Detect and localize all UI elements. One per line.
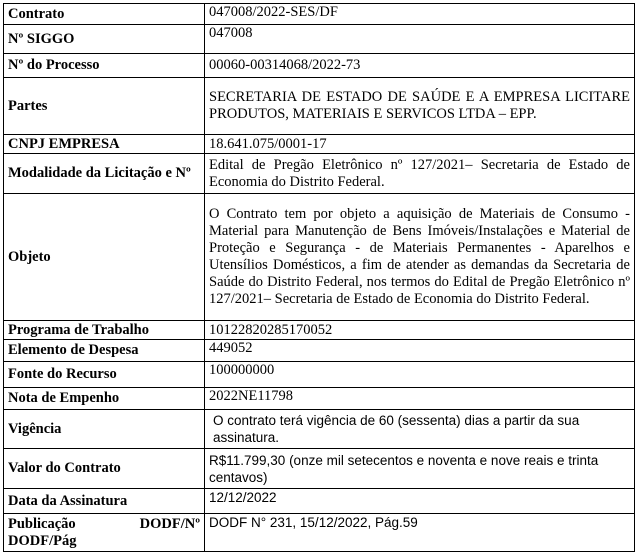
publicacao-label-c: DODF/Pág xyxy=(8,532,77,549)
vigencia-value: O contrato terá vigência de 60 (sessenta) dias a partir da sua assinatura. xyxy=(205,410,635,449)
programa-value: 10122820285170052 xyxy=(205,321,635,340)
partes-label: Partes xyxy=(4,78,205,135)
partes-value: SECRETARIA DE ESTADO DE SAÚDE E A EMPRESA LICITARE PRODUTOS, MATERIAIS E SERVICOS LTDA – EPP. xyxy=(205,78,635,135)
fonte-value: 100000000 xyxy=(205,362,635,388)
publicacao-value: DODF N° 231, 15/12/2022, Pág.59 xyxy=(205,514,635,552)
table-row xyxy=(4,340,635,362)
table-row xyxy=(4,78,635,135)
table-row xyxy=(4,388,635,410)
vigencia-label: Vigência xyxy=(4,410,205,449)
processo-label: Nº do Processo xyxy=(4,54,205,78)
table-row xyxy=(4,410,635,449)
data-assinatura-value: 12/12/2022 xyxy=(205,489,635,514)
valor-label: Valor do Contrato xyxy=(4,449,205,489)
siggo-label: Nº SIGGO xyxy=(4,25,205,54)
valor-value: R$11.799,30 (onze mil setecentos e noventa e nove reais e trinta centavos) xyxy=(205,449,635,489)
table-row xyxy=(4,4,635,25)
publicacao-label-b: DODF/Nº xyxy=(139,515,200,532)
table-row xyxy=(4,362,635,388)
objeto-label: Objeto xyxy=(4,194,205,321)
table-row xyxy=(4,449,635,489)
modalidade-label: Modalidade da Licitação e Nº xyxy=(4,154,205,194)
cnpj-label: CNPJ EMPRESA xyxy=(4,135,205,154)
table-row xyxy=(4,489,635,514)
publicacao-label xyxy=(4,514,205,552)
empenho-value: 2022NE11798 xyxy=(205,388,635,410)
contrato-label: Contrato xyxy=(4,4,205,25)
elemento-label: Elemento de Despesa xyxy=(4,340,205,362)
data-assinatura-label: Data da Assinatura xyxy=(4,489,205,514)
objeto-value: O Contrato tem por objeto a aquisição de Materiais de Consumo - Material para Manutenção de Bens Imóveis/Instalações e Material de Proteção e Segurança - de Materiais Permanentes - Aparelhos e Utensílios Domésticos, a fim de atender as demandas da Secretaria de Saúde do Distrito Federal, nos termos do Edital de Pregão Eletrônico nº 127/2021– Secretaria de Estado de Economia do Distrito Federal. xyxy=(205,194,635,321)
table-row xyxy=(4,321,635,340)
publicacao-label-a: Publicação xyxy=(8,515,76,532)
table-row xyxy=(4,154,635,194)
empenho-label: Nota de Empenho xyxy=(4,388,205,410)
cnpj-value: 18.641.075/0001-17 xyxy=(205,135,635,154)
table-row xyxy=(4,135,635,154)
table-row xyxy=(4,514,635,552)
contrato-value: 047008/2022-SES/DF xyxy=(205,4,635,25)
table-row xyxy=(4,54,635,78)
table-row xyxy=(4,25,635,54)
fonte-label: Fonte do Recurso xyxy=(4,362,205,388)
table-row xyxy=(4,194,635,321)
modalidade-value: Edital de Pregão Eletrônico nº 127/2021– Secretaria de Estado de Economia do Distrito Federal. xyxy=(205,154,635,194)
processo-value: 00060-00314068/2022-73 xyxy=(205,54,635,78)
elemento-value: 449052 xyxy=(205,340,635,362)
siggo-value: 047008 xyxy=(205,25,635,54)
programa-label: Programa de Trabalho xyxy=(4,321,205,340)
contract-table xyxy=(3,3,635,552)
